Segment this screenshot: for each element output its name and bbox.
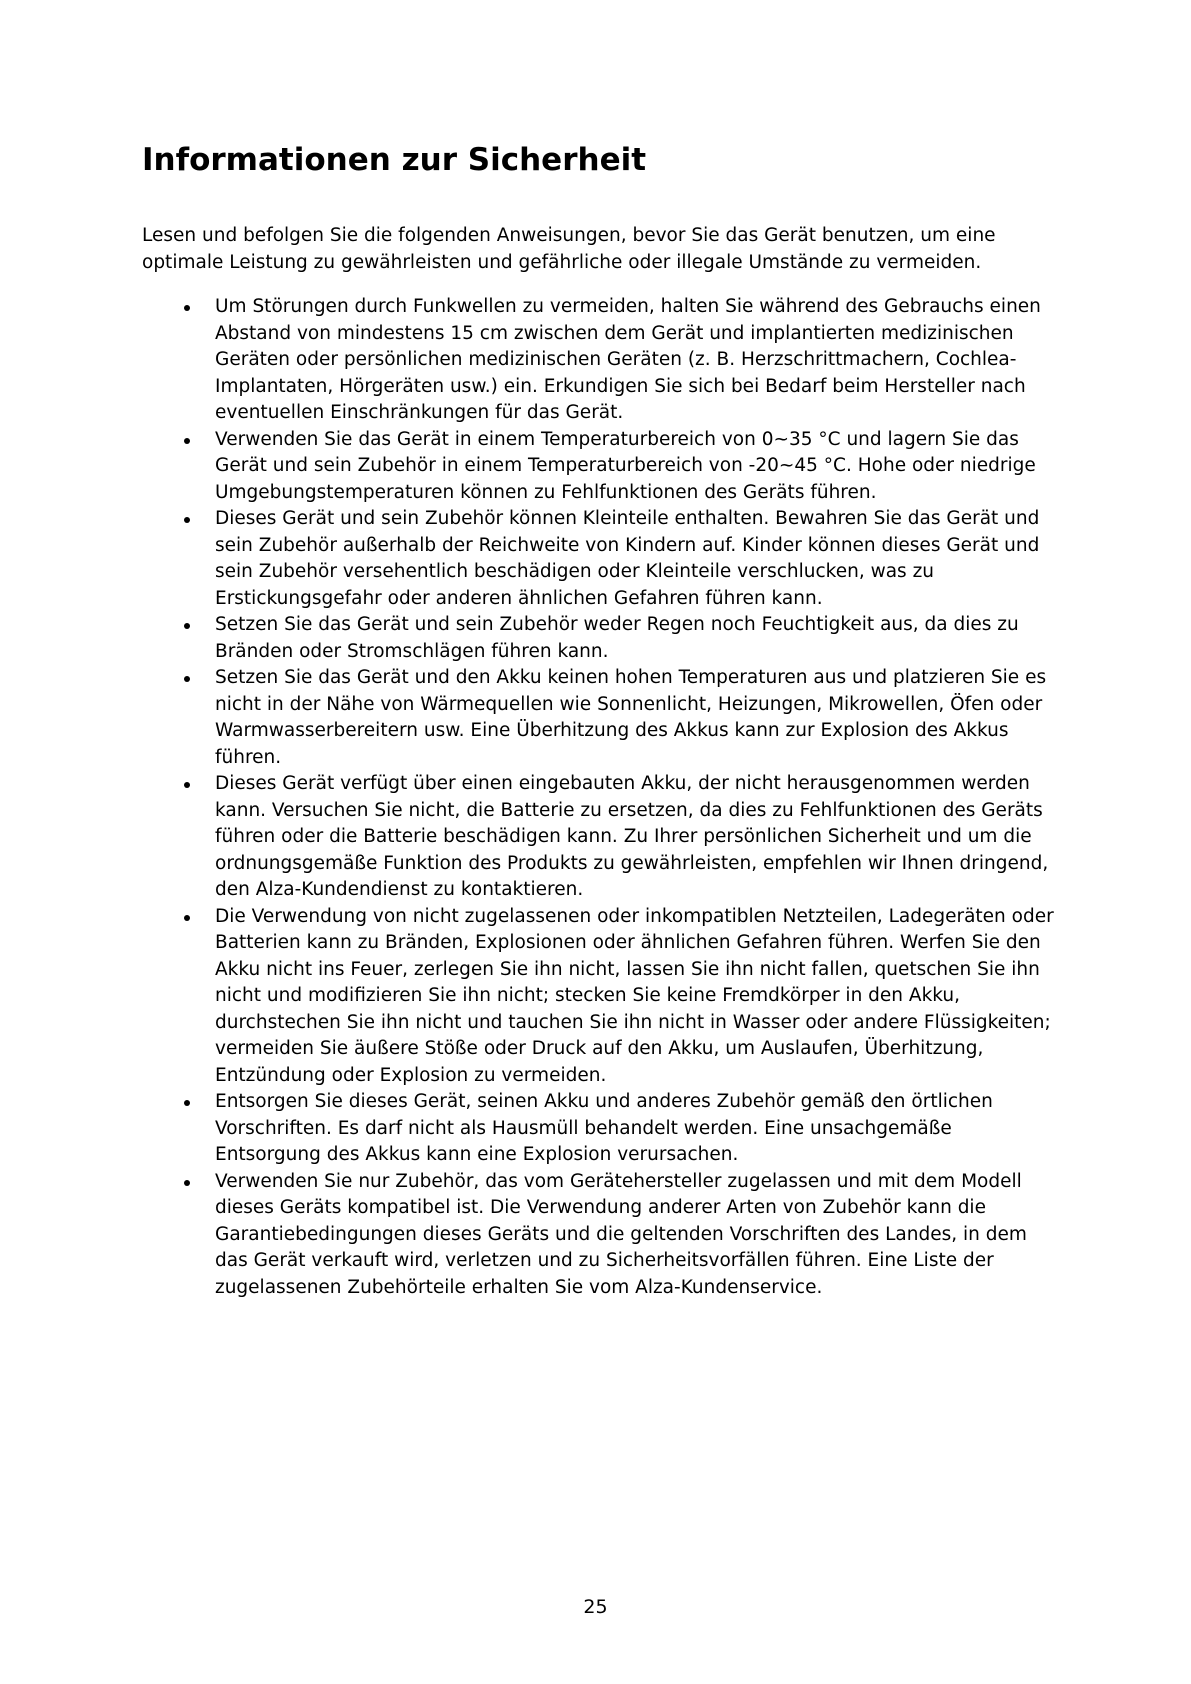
bullet-icon (184, 1180, 190, 1186)
bullet-icon (184, 782, 190, 788)
bullet-icon (184, 676, 190, 682)
bullet-icon (184, 517, 190, 523)
list-item (142, 612, 1062, 665)
list-item-text: Verwenden Sie nur Zubehör, das vom Gerätehersteller zugelassen und mit dem Modell dieses Geräts kompatibel ist. Die Verwendung anderer Arten von Zubehör kann die Garantiebedingungen dieses Geräts und die geltenden Vorschriften des Landes, in dem das Gerät verkauft wird, verletzen und zu Sicherheitsvorfällen führen. Eine Liste der zugelassenen Zubehörteile erhalten Sie vom Alza-Kundenservice. (215, 1170, 1027, 1298)
list-item (142, 294, 1062, 427)
list-item-text: Setzen Sie das Gerät und den Akku keinen hohen Temperaturen aus und platzieren Sie es nicht in der Nähe von Wärmequellen wie Sonnenlicht, Heizungen, Mikrowellen, Öfen oder Warmwasserbereitern usw. Eine Überhitzung des Akkus kann zur Explosion des Akkus führen. (215, 667, 1047, 768)
page-number: 25 (583, 1596, 608, 1618)
list-item-text: Entsorgen Sie dieses Gerät, seinen Akku und anderes Zubehör gemäß den örtlichen Vorschriften. Es darf nicht als Hausmüll behandelt werden. Eine unsachgemäße Entsorgung des Akkus kann eine Explosion verursachen. (215, 1091, 993, 1165)
list-item-text: Um Störungen durch Funkwellen zu vermeiden, halten Sie während des Gebrauchs einen Abstand von mindestens 15 cm zwischen dem Gerät und implantierten medizinischen Geräten oder persönlichen medizinischen Geräten (z. B. Herzschrittmachern, Cochlea-Implantaten, Hörgeräten usw.) ein. Erkundigen Sie sich bei Bedarf beim Hersteller nach eventuellen Einschränkungen für das Gerät. (215, 296, 1041, 423)
bullet-icon (184, 915, 190, 921)
list-item (142, 506, 1062, 612)
list-item (142, 1169, 1062, 1302)
list-item (142, 771, 1062, 904)
page-title: Informationen zur Sicherheit (142, 142, 647, 178)
bullet-icon (184, 1100, 190, 1106)
list-item-text: Setzen Sie das Gerät und sein Zubehör weder Regen noch Feuchtigkeit aus, da dies zu Bränden oder Stromschlägen führen kann. (215, 614, 1019, 662)
bullet-icon (184, 438, 190, 444)
list-item-text: Die Verwendung von nicht zugelassenen oder inkompatiblen Netzteilen, Ladegeräten oder Batterien kann zu Bränden, Explosionen oder ähnlichen Gefahren führen. Werfen Sie den Akku nicht ins Feuer, zerlegen Sie ihn nicht, lassen Sie ihn nicht fallen, quetschen Sie ihn nicht und modifizieren Sie ihn nicht; stecken Sie keine Fremdkörper in den Akku, durchstechen Sie ihn nicht und tauchen Sie ihn nicht in Wasser oder andere Flüssigkeiten; vermeiden Sie äußere Stöße oder Druck auf den Akku, um Auslaufen, Überhitzung, Entzündung oder Explosion zu vermeiden. (215, 905, 1054, 1086)
list-item-text: Dieses Gerät und sein Zubehör können Kleinteile enthalten. Bewahren Sie das Gerät und sein Zubehör außerhalb der Reichweite von Kindern auf. Kinder können dieses Gerät und sein Zubehör versehentlich beschädigen oder Kleinteile verschlucken, was zu Erstickungsgefahr oder anderen ähnlichen Gefahren führen kann. (215, 508, 1040, 609)
bullet-icon (184, 623, 190, 629)
bullet-icon (184, 305, 190, 311)
list-item-text: Verwenden Sie das Gerät in einem Temperaturbereich von 0~35 °C und lagern Sie das Gerät und sein Zubehör in einem Temperaturbereich von -20~45 °C. Hohe oder niedrige Umgebungstemperaturen können zu Fehlfunktionen des Geräts führen. (215, 428, 1036, 503)
intro-paragraph: Lesen und befolgen Sie die folgenden Anweisungen, bevor Sie das Gerät benutzen, um eine optimale Leistung zu gewährleisten und gefährliche oder illegale Umstände zu vermeiden. (142, 225, 996, 273)
list-item (142, 427, 1062, 507)
list-item (142, 1089, 1062, 1169)
list-item-text: Dieses Gerät verfügt über einen eingebauten Akku, der nicht herausgenommen werden kann. Versuchen Sie nicht, die Batterie zu ersetzen, da dies zu Fehlfunktionen des Geräts führen oder die Batterie beschädigen kann. Zu Ihrer persönlichen Sicherheit und um die ordnungsgemäße Funktion des Produkts zu gewährleisten, empfehlen wir Ihnen dringend, den Alza-Kundendienst zu kontaktieren. (215, 773, 1049, 900)
list-item (142, 904, 1062, 1090)
list-item (142, 665, 1062, 771)
safety-list (142, 294, 1062, 1301)
